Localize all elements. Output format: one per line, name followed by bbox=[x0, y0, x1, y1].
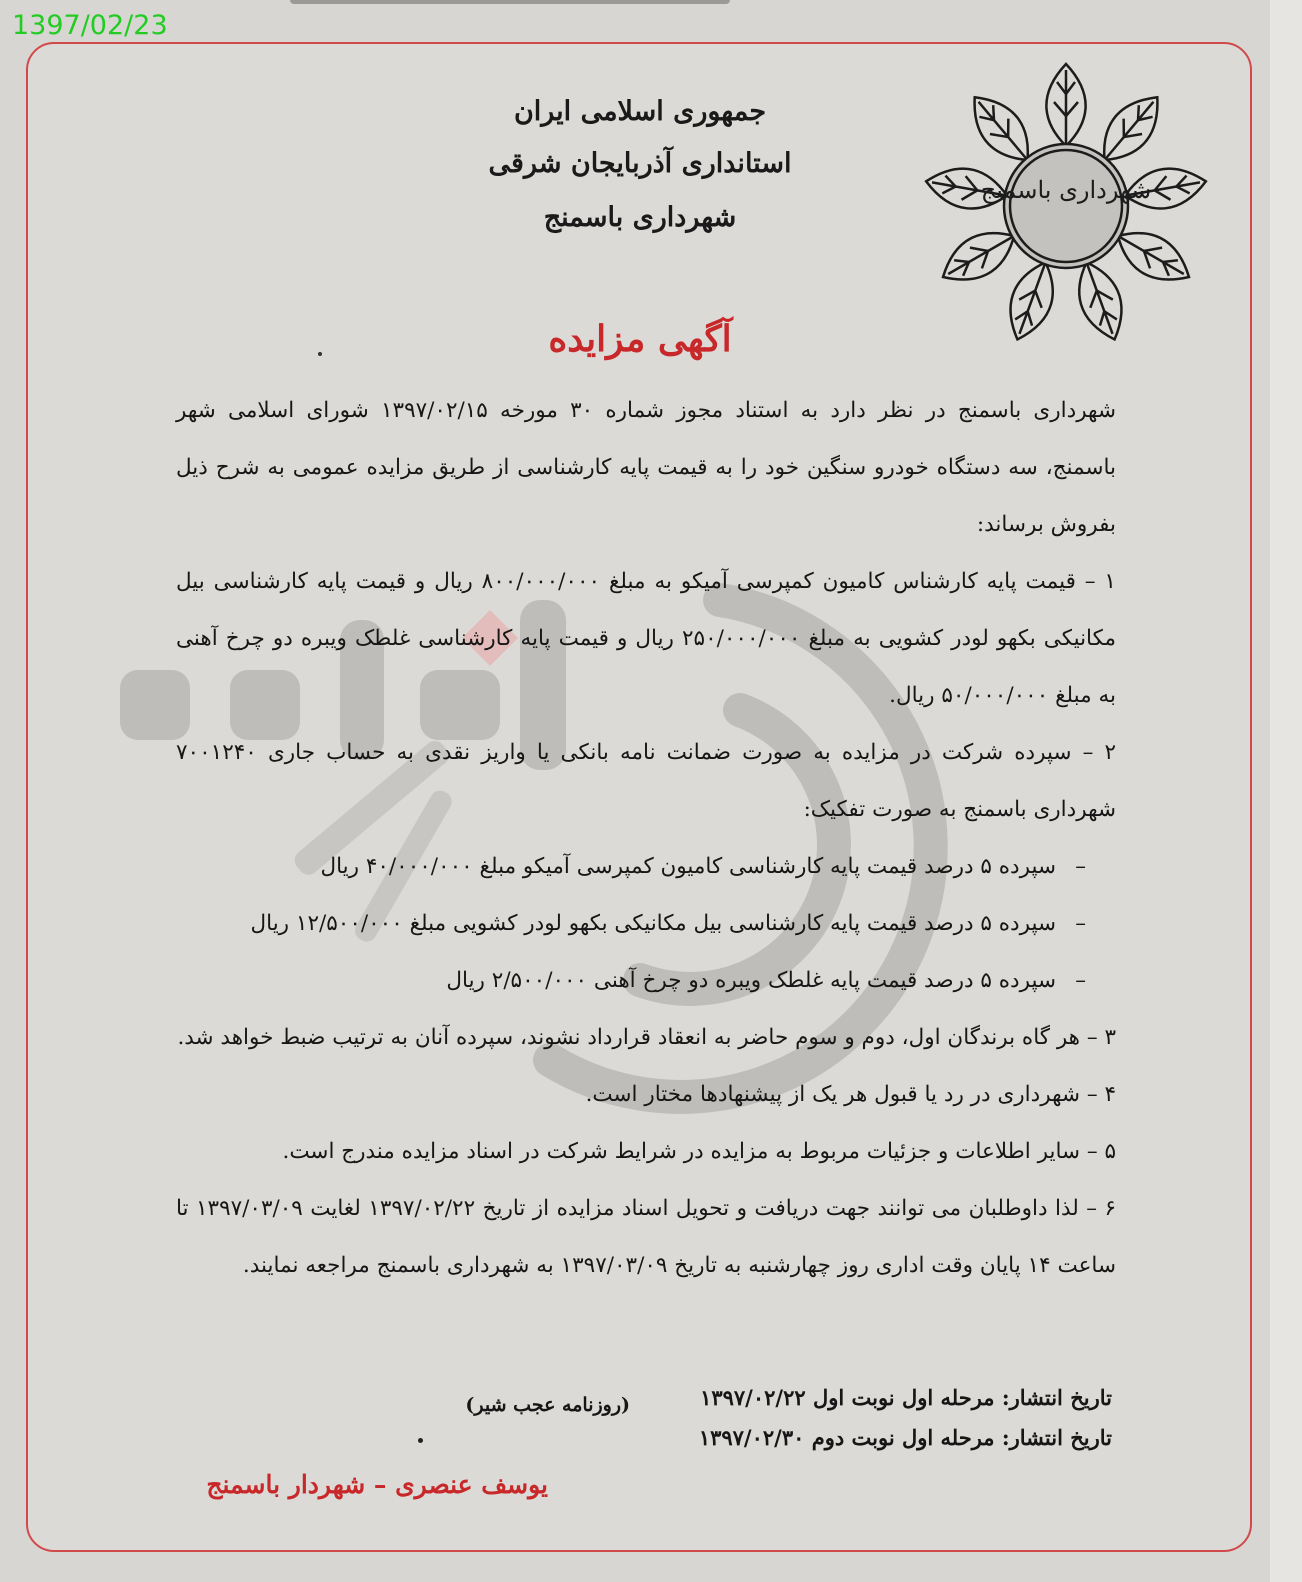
deposit-item: – سپرده ۵ درصد قیمت پایه غلطک ویبره دو چرخ آهنی ۲/۵۰۰/۰۰۰ ریال bbox=[176, 952, 1116, 1009]
notice-title: آگهی مزایده bbox=[548, 318, 732, 360]
header-province: استانداری آذربایجان شرقی bbox=[488, 148, 792, 179]
deposit-item: – سپرده ۵ درصد قیمت پایه کارشناسی کامیون کمپرسی آمیکو مبلغ ۴۰/۰۰۰/۰۰۰ ریال bbox=[176, 838, 1116, 895]
publication-line-1: تاریخ انتشار: مرحله اول نوبت اول ۱۳۹۷/۰۲/۲۲ bbox=[700, 1385, 1112, 1410]
emblem-text: شهرداری باسمنج bbox=[980, 176, 1152, 204]
item-6: ۶ – لذا داوطلبان می توانند جهت دریافت و تحویل اسناد مزایده از تاریخ ۱۳۹۷/۰۲/۲۲ لغایت ۱۳۹۷/۰۳/۰۹ تا ساعت ۱۴ پایان وقت اداری روز چهارشنبه به تاریخ ۱۳۹۷/۰۳/۰۹ به شهرداری باسمنج مراجعه نمایند. bbox=[176, 1196, 1116, 1278]
signature-line: یوسف عنصری – شهردار باسمنج bbox=[206, 1470, 548, 1499]
notice-body bbox=[176, 382, 1116, 1294]
municipality-emblem-logo bbox=[918, 58, 1214, 354]
speck bbox=[318, 352, 322, 356]
newspaper-name: (روزنامه عجب شیر) bbox=[465, 1394, 630, 1416]
item-2: ۲ – سپرده شرکت در مزایده به صورت ضمانت نامه بانکی یا واریز نقدی به حساب جاری ۷۰۰۱۲۴۰ شهرداری باسمنج به صورت تفکیک: bbox=[176, 740, 1116, 822]
header-municipality: شهرداری باسمنج bbox=[543, 202, 737, 233]
speck bbox=[418, 1438, 423, 1443]
deposit-list bbox=[176, 838, 1116, 1009]
date-stamp: 1397/02/23 bbox=[12, 10, 168, 41]
item-3: ۳ – هر گاه برندگان اول، دوم و سوم حاضر به انعقاد قرارداد نشوند، سپرده آنان به ترتیب ضبط خواهد شد. bbox=[177, 1025, 1116, 1050]
page-right-edge bbox=[1270, 0, 1302, 1582]
deposit-item: – سپرده ۵ درصد قیمت پایه کارشناسی بیل مکانیکی بکهو لودر کشویی مبلغ ۱۲/۵۰۰/۰۰۰ ریال bbox=[176, 895, 1116, 952]
item-4: ۴ – شهرداری در رد یا قبول هر یک از پیشنهادها مختار است. bbox=[585, 1082, 1116, 1107]
publication-line-2: تاریخ انتشار: مرحله اول نوبت دوم ۱۳۹۷/۰۲/۳۰ bbox=[698, 1425, 1112, 1450]
header-country: جمهوری اسلامی ایران bbox=[513, 96, 767, 127]
intro-paragraph: شهرداری باسمنج در نظر دارد به استناد مجوز شماره ۳۰ مورخه ۱۳۹۷/۰۲/۱۵ شورای اسلامی شهر باسمنج، سه دستگاه خودرو سنگین خود را به قیمت پایه کارشناسی از طریق مزایده عمومی به شرح ذیل بفروش برساند: bbox=[176, 398, 1116, 537]
top-edge-bar bbox=[290, 0, 730, 4]
item-5: ۵ – سایر اطلاعات و جزئیات مربوط به مزایده در شرایط شرکت در اسناد مزایده مندرج است. bbox=[282, 1139, 1116, 1164]
item-1: ۱ – قیمت پایه کارشناس کامیون کمپرسی آمیکو به مبلغ ۸۰۰/۰۰۰/۰۰۰ ریال و قیمت پایه کارشناسی بیل مکانیکی بکهو لودر کشویی به مبلغ ۲۵۰/۰۰۰/۰۰۰ ریال و قیمت پایه کارشناسی غلطک ویبره دو چرخ آهنی به مبلغ ۵۰/۰۰۰/۰۰۰ ریال. bbox=[176, 569, 1117, 708]
publication-dates bbox=[640, 1378, 1112, 1458]
